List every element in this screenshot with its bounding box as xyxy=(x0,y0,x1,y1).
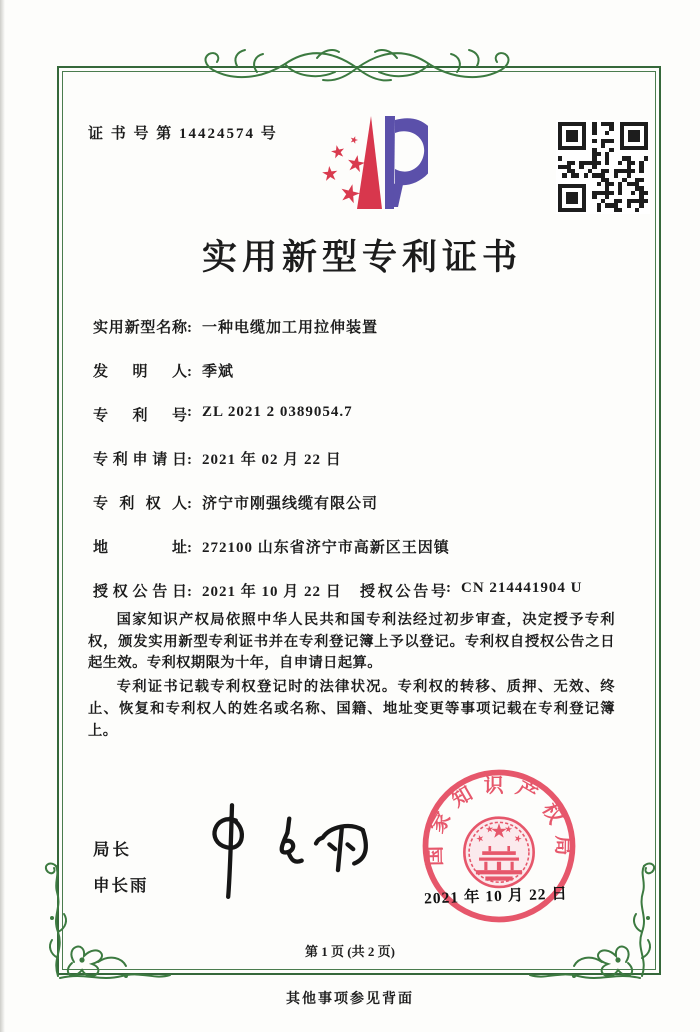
legal-paragraph-1: 国家知识产权局依照中华人民共和国专利法经过初步审查，决定授予专利权，颁发实用新型专利证书并在专利登记簿上予以登记。专利权自授权公告之日起生效。专利权期限为十年，自申请日起算。 xyxy=(88,612,615,672)
field-colon: : xyxy=(187,404,192,420)
seal-date: 2021 年 10 月 22 日 xyxy=(423,885,569,908)
legal-paragraph-2: 专利证书记载专利权登记时的法律状况。专利权的转移、质押、无效、终止、恢复和专利权人的姓名或名称、国籍、地址变更等事项记载在专利登记簿上。 xyxy=(88,679,615,739)
legal-text xyxy=(88,610,615,744)
field-label: 实用新型名称 xyxy=(93,320,187,336)
field-inventor xyxy=(93,360,623,380)
certificate-fields xyxy=(93,316,623,624)
field-colon: : xyxy=(187,452,192,468)
certificate-title: 实用新型专利证书 xyxy=(201,238,522,277)
field-value: 一种电缆加工用拉伸装置 xyxy=(202,320,379,336)
seal-ring-text: 国家知识产权局 xyxy=(423,774,575,867)
back-side-note: 其他事项参见背面 xyxy=(286,992,414,1007)
field-value: 2021 年 02 月 22 日 xyxy=(202,452,342,468)
field-value: 季斌 xyxy=(202,364,235,380)
field-value: CN 214441904 U xyxy=(461,580,583,596)
field-address xyxy=(93,536,623,556)
signer-name: 申长雨 xyxy=(93,876,149,895)
field-label: 专利权人 xyxy=(93,496,187,512)
signer-role: 局长 xyxy=(93,840,132,859)
field-label: 授权公告号 xyxy=(360,584,446,600)
handwritten-signature xyxy=(190,798,400,906)
field-value: 济宁市刚强线缆有限公司 xyxy=(202,496,379,512)
field-filing-date xyxy=(93,448,623,468)
qr-finder-bottom-left xyxy=(558,184,586,212)
field-colon: : xyxy=(187,540,192,556)
page-number: 第 1 页 (共 2 页) xyxy=(305,944,395,959)
field-patentee xyxy=(93,492,623,512)
field-label: 专利号 xyxy=(93,408,187,424)
qr-finder-top-left xyxy=(558,122,586,150)
field-colon: : xyxy=(187,364,192,380)
field-label: 专利申请日 xyxy=(93,452,187,468)
qr-finder-top-right xyxy=(620,122,648,150)
patent-office-logo-icon xyxy=(298,112,428,214)
field-label: 地址 xyxy=(93,540,187,556)
field-colon: : xyxy=(187,320,192,336)
field-patent-number xyxy=(93,404,623,424)
field-utility-model-name xyxy=(93,316,623,336)
qr-code xyxy=(556,120,650,214)
field-value: 272100 山东省济宁市高新区王因镇 xyxy=(202,540,450,556)
field-label: 发明人 xyxy=(93,364,187,380)
field-colon: : xyxy=(446,580,451,596)
field-colon: : xyxy=(187,584,192,600)
field-label: 授权公告日 xyxy=(93,584,187,600)
field-value: 2021 年 10 月 22 日 xyxy=(202,584,342,600)
field-value: ZL 2021 2 0389054.7 xyxy=(202,404,353,420)
field-grant-number xyxy=(360,580,583,601)
certificate-number: 证 书 号 第 14424574 号 xyxy=(88,126,278,142)
field-grant-date xyxy=(93,580,623,600)
field-colon: : xyxy=(187,496,192,512)
